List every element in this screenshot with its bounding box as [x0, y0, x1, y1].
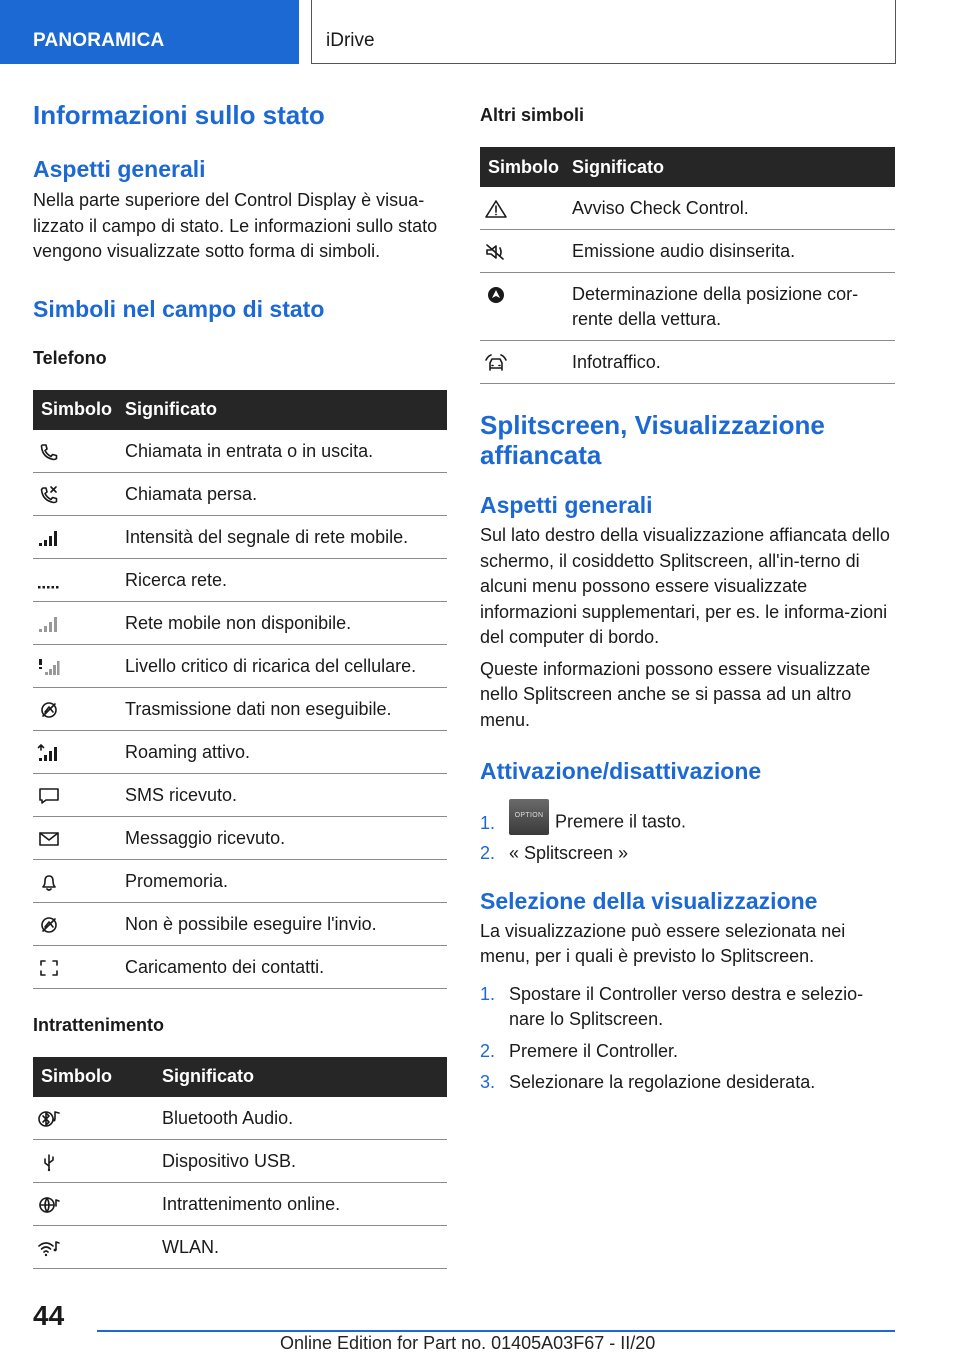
symbol-meaning: Livello critico di ricarica del cellulare. — [125, 644, 447, 687]
split-general-heading: Aspetti generali — [480, 492, 653, 518]
col-meaning: Significato — [162, 1057, 447, 1097]
phone-icon — [37, 442, 61, 462]
missed-call-icon — [37, 485, 61, 505]
contacts-loading-icon — [37, 958, 61, 978]
table-row — [33, 430, 447, 473]
left-column — [33, 100, 447, 1269]
phone-heading: Telefono — [33, 347, 107, 368]
table-row — [33, 472, 447, 515]
mail-icon — [37, 829, 61, 849]
table-row — [33, 558, 447, 601]
no-network-icon — [37, 614, 61, 634]
page-number: 44 — [33, 1300, 65, 1331]
step-number: 1. — [480, 983, 496, 1004]
symbol-meaning: Roaming attivo. — [125, 730, 447, 773]
table-row — [33, 1225, 447, 1268]
activation-steps — [480, 799, 895, 867]
selection-steps — [480, 982, 895, 1096]
general-heading: Aspetti generali — [33, 156, 206, 182]
status-heading: Simboli nel campo di stato — [33, 295, 325, 322]
page-title: Informazioni sullo stato — [33, 100, 325, 130]
step-number: 3. — [480, 1072, 496, 1092]
step-text: Selezionare la regolazione desiderata. — [509, 1072, 816, 1092]
edition-text: Online Edition for Part no. 01405A03F67 - II/20 — [280, 1333, 656, 1353]
entertainment-heading: Intrattenimento — [33, 1014, 165, 1035]
symbol-meaning: Trasmissione dati non eseguibile. — [125, 687, 447, 730]
list-item — [480, 799, 895, 835]
table-row — [33, 859, 447, 902]
general-text: Nella parte superiore del Control Display è visua-lizzato il campo di stato. Le informazioni sullo stato vengono visualizzate sotto forma di simboli. — [33, 190, 438, 261]
split-general-text-2: Queste informazioni possono essere visualizzate nello Splitscreen anche se si passa ad un altro menu. — [480, 658, 871, 730]
col-symbol: Simbolo — [33, 1057, 162, 1097]
position-icon — [484, 285, 508, 305]
traffic-info-icon — [484, 353, 508, 373]
section-tab: PANORAMICA — [0, 0, 299, 64]
list-item — [480, 841, 895, 867]
table-row — [33, 515, 447, 558]
table-row — [480, 230, 895, 273]
split-general-text-1: Sul lato destro della visualizzazione affiancata dello schermo, il cosiddetto Splitscreen, all'in-terno di alcuni menu possono essere visualizzate informazioni supplementari, per es. le informa-zioni del computer di bordo. — [480, 525, 890, 647]
bell-icon — [37, 872, 61, 892]
table-row — [480, 341, 895, 384]
selection-heading: Selezione della visualizzazione — [480, 887, 818, 914]
right-column — [480, 100, 895, 1102]
list-item — [480, 982, 895, 1033]
table-row — [480, 273, 895, 341]
entertainment-symbol-table — [33, 1057, 447, 1269]
table-row — [33, 945, 447, 988]
symbol-meaning: Ricerca rete. — [125, 558, 447, 601]
step-text: Spostare il Controller verso destra e selezio-nare lo Splitscreen. — [509, 983, 864, 1029]
activation-heading: Attivazione/disattivazione — [480, 758, 762, 784]
footer-divider — [97, 1330, 895, 1332]
symbol-meaning: Emissione audio disinserita. — [572, 230, 895, 273]
list-item — [480, 1070, 895, 1096]
table-row — [33, 773, 447, 816]
col-symbol: Simbolo — [33, 390, 125, 430]
step-number: 2. — [480, 1040, 496, 1061]
wlan-icon — [37, 1238, 61, 1258]
symbol-meaning: Intrattenimento online. — [162, 1182, 447, 1225]
step-text: Premere il Controller. — [509, 1040, 679, 1061]
send-blocked-icon — [37, 915, 61, 935]
step-text: « Splitscreen » — [509, 843, 629, 863]
step-text: Premere il tasto. — [555, 811, 687, 832]
selection-text: La visualizzazione può essere selezionata nei menu, per i quali è previsto lo Splitscreen. — [480, 920, 846, 966]
warning-triangle-icon — [484, 199, 508, 219]
col-meaning: Significato — [125, 390, 447, 430]
split-title: Splitscreen, Visualizzazione affiancata — [480, 410, 825, 470]
table-row — [33, 644, 447, 687]
table-row — [480, 187, 895, 230]
col-symbol: Simbolo — [480, 147, 572, 187]
symbol-meaning: Infotraffico. — [572, 341, 895, 384]
other-heading: Altri simboli — [480, 105, 585, 125]
table-row — [33, 902, 447, 945]
table-row — [33, 1097, 447, 1140]
data-blocked-icon — [37, 700, 61, 720]
phone-symbol-table — [33, 390, 447, 989]
symbol-meaning: Chiamata persa. — [125, 472, 447, 515]
list-item — [480, 1039, 895, 1065]
symbol-meaning: Avviso Check Control. — [572, 187, 895, 230]
symbol-meaning: Intensità del segnale di rete mobile. — [125, 515, 447, 558]
battery-critical-icon — [37, 657, 61, 677]
symbol-meaning: Bluetooth Audio. — [162, 1097, 447, 1140]
other-symbol-table — [480, 147, 895, 384]
table-row — [33, 1182, 447, 1225]
table-row — [33, 730, 447, 773]
chapter-title: iDrive — [311, 0, 896, 64]
symbol-meaning: Rete mobile non disponibile. — [125, 601, 447, 644]
symbol-meaning: WLAN. — [162, 1225, 447, 1268]
symbol-meaning: Non è possibile eseguire l'invio. — [125, 902, 447, 945]
roaming-icon — [37, 743, 61, 763]
symbol-meaning: Dispositivo USB. — [162, 1139, 447, 1182]
mute-icon — [484, 242, 508, 262]
step-number: 2. — [480, 843, 496, 863]
table-row — [33, 816, 447, 859]
symbol-meaning: Chiamata in entrata o in uscita. — [125, 430, 447, 473]
network-search-icon — [37, 571, 61, 591]
table-row — [33, 601, 447, 644]
symbol-meaning: Promemoria. — [125, 859, 447, 902]
table-row — [33, 1139, 447, 1182]
col-meaning: Significato — [572, 147, 895, 187]
option-button-icon: OPTION — [509, 799, 549, 835]
online-entertainment-icon — [37, 1195, 61, 1215]
signal-strength-icon — [37, 528, 61, 548]
symbol-meaning: Determinazione della posizione cor-rente della vettura. — [572, 273, 895, 341]
usb-icon — [37, 1152, 61, 1172]
sms-icon — [37, 786, 61, 806]
bluetooth-audio-icon — [37, 1109, 61, 1129]
symbol-meaning: Caricamento dei contatti. — [125, 945, 447, 988]
symbol-meaning: Messaggio ricevuto. — [125, 816, 447, 859]
symbol-meaning: SMS ricevuto. — [125, 773, 447, 816]
step-number: 1. — [480, 813, 496, 833]
table-row — [33, 687, 447, 730]
